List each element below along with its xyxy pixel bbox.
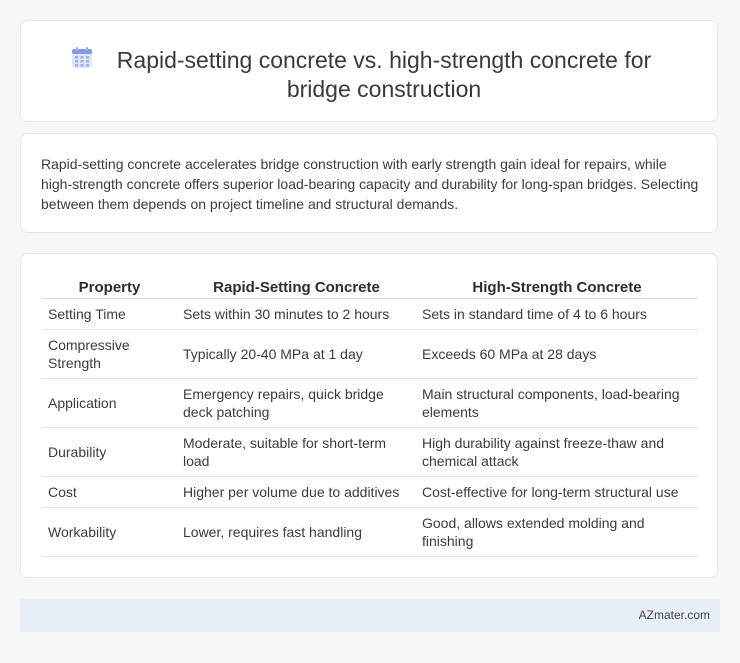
rapid-cell: Emergency repairs, quick bridge deck patching [177,379,416,428]
comparison-table [42,276,698,557]
property-cell: Durability [42,428,177,477]
comparison-table-card [20,253,718,578]
table-row [42,508,698,557]
high-cell: Exceeds 60 MPa at 28 days [416,330,698,379]
high-cell: Cost-effective for long-term structural use [416,477,698,508]
rapid-cell: Lower, requires fast handling [177,508,416,557]
high-cell: High durability against freeze-thaw and chemical attack [416,428,698,477]
table-row [42,299,698,330]
property-cell: Setting Time [42,299,177,330]
summary-card [20,133,718,233]
property-cell: Compressive Strength [42,330,177,379]
high-cell: Main structural components, load-bearing elements [416,379,698,428]
rapid-cell: Sets within 30 minutes to 2 hours [177,299,416,330]
header-property: Property [42,276,177,299]
table-row [42,330,698,379]
header-high-strength: High-Strength Concrete [416,276,698,299]
property-cell: Cost [42,477,177,508]
header-rapid-setting: Rapid-Setting Concrete [177,276,416,299]
table-header-row [42,276,698,299]
rapid-cell: Typically 20-40 MPa at 1 day [177,330,416,379]
footer-brand[interactable]: AZmater.com [638,608,710,622]
high-cell: Good, allows extended molding and finishing [416,508,698,557]
title-card [20,20,718,122]
page-title: Rapid-setting concrete vs. high-strength concrete for bridge construction [116,47,652,102]
table-row [42,477,698,508]
rapid-cell: Higher per volume due to additives [177,477,416,508]
rapid-cell: Moderate, suitable for short-term load [177,428,416,477]
footer-bar [20,599,720,632]
table-row [42,428,698,477]
table-row [42,379,698,428]
property-cell: Workability [42,508,177,557]
summary-text: Rapid-setting concrete accelerates bridge construction with early strength gain ideal for repairs, while high-strength concrete offers superior load-bearing capacity and durability for long-span bridges. Selecting between them depends on project timeline and structural demands. [41,156,699,212]
high-cell: Sets in standard time of 4 to 6 hours [416,299,698,330]
property-cell: Application [42,379,177,428]
